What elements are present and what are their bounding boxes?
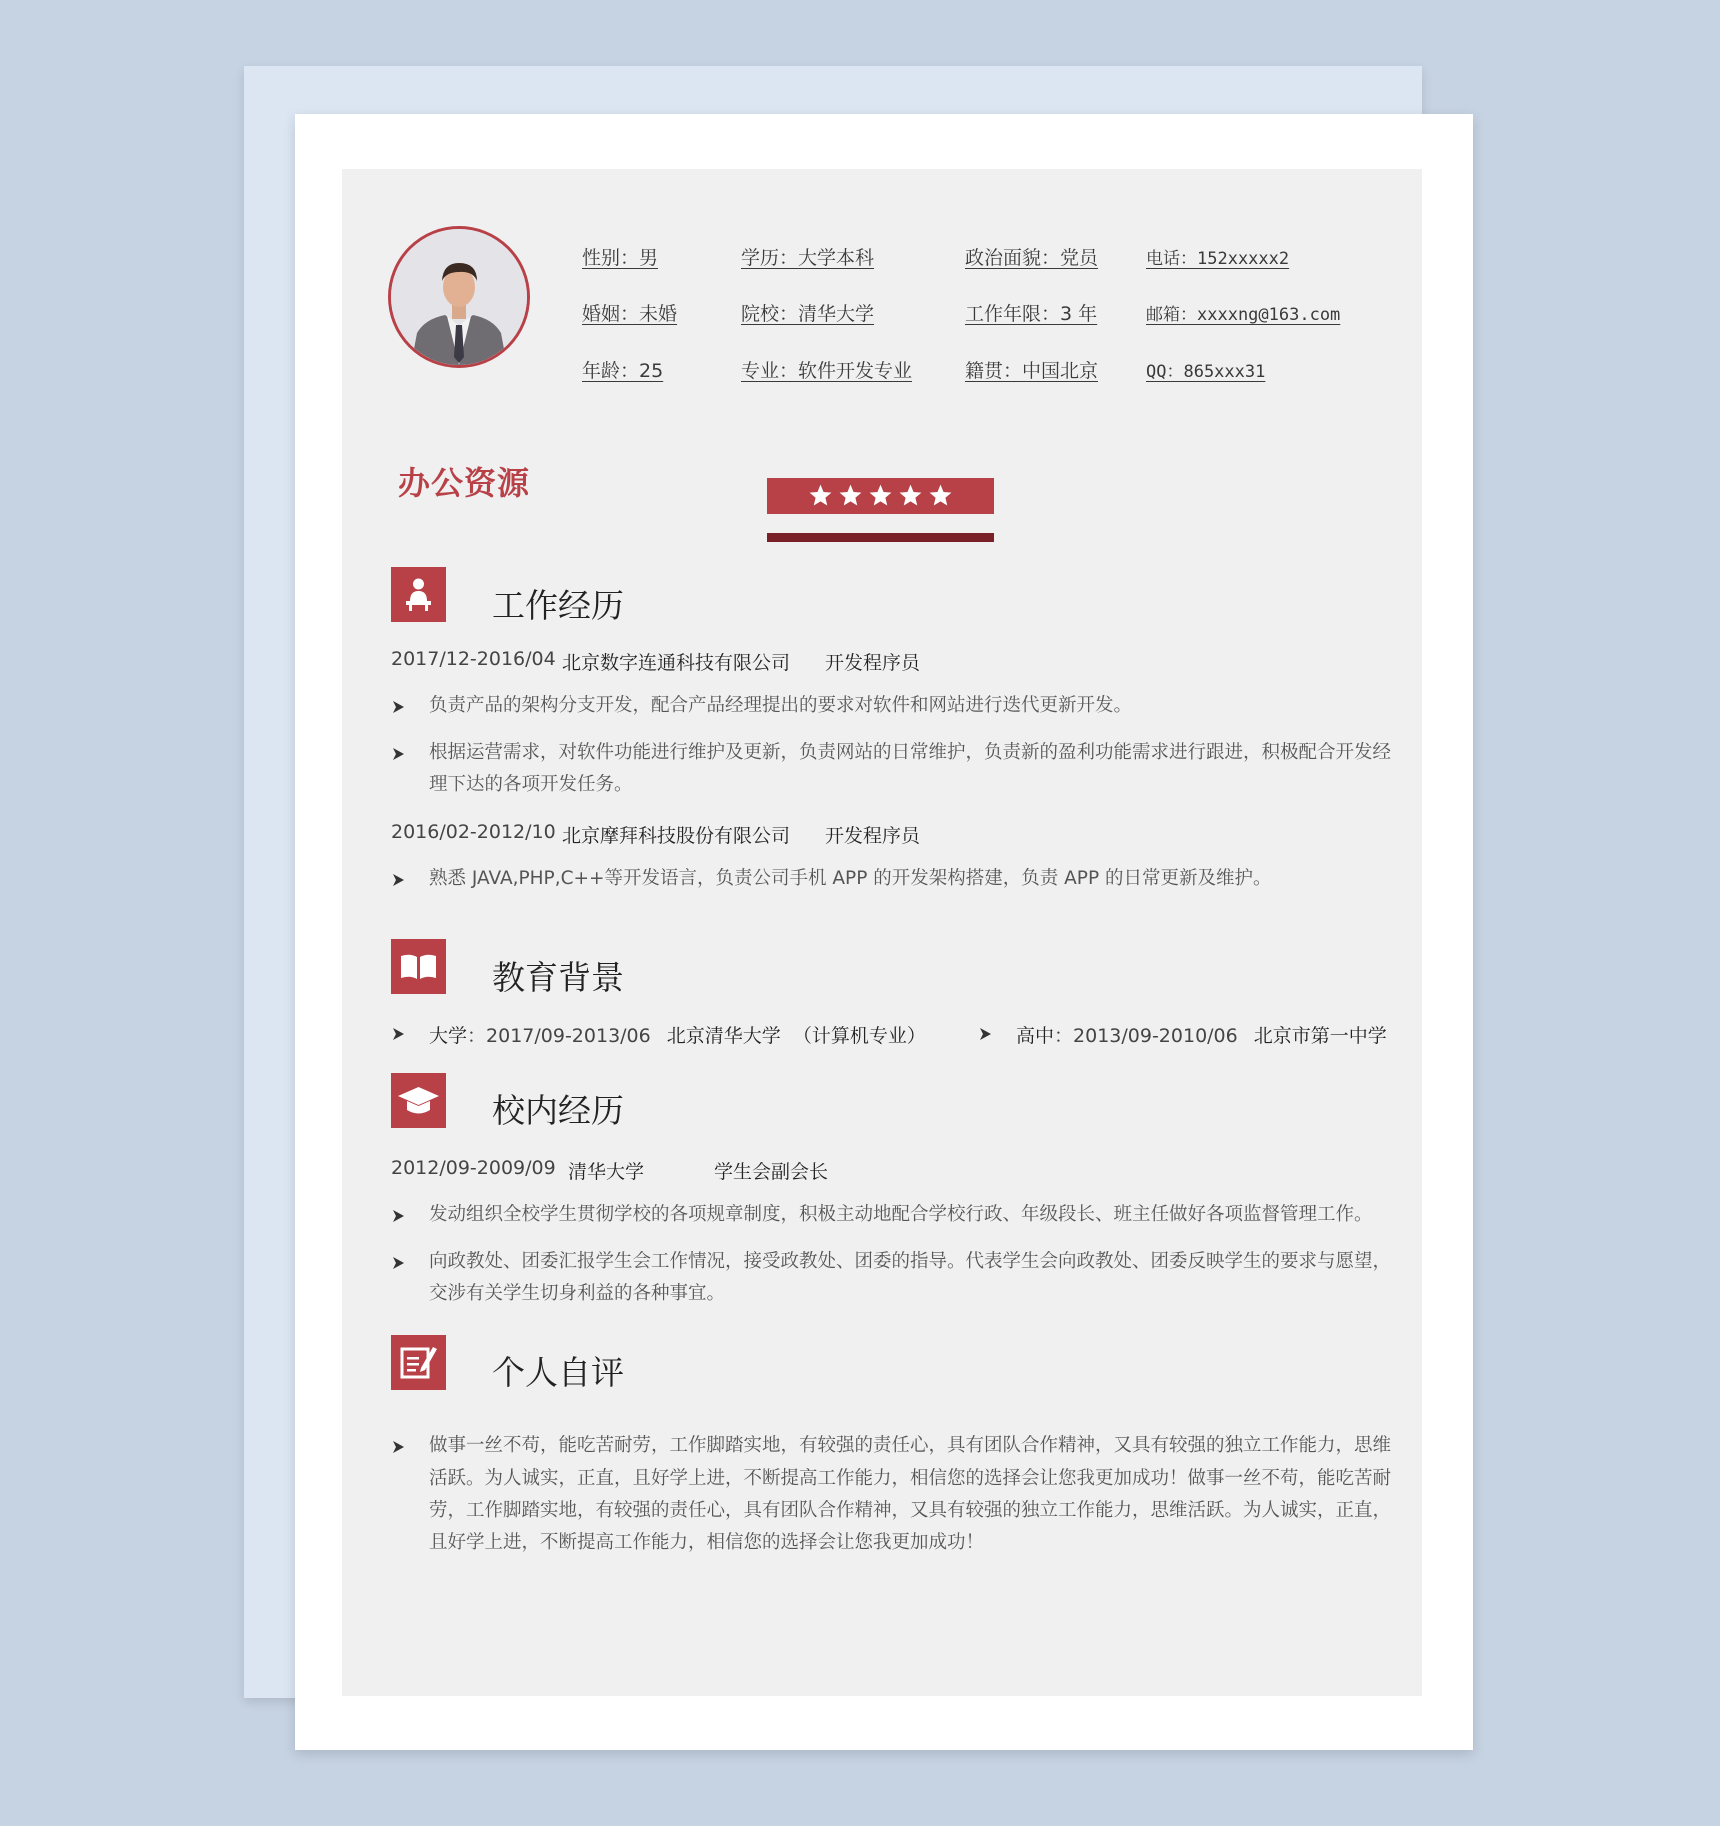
- star-icon: [838, 483, 863, 508]
- bullet-arrow-icon: [391, 1208, 409, 1224]
- star-icon: [808, 483, 833, 508]
- job1-point1: 负责产品的架构分支开发，配合产品经理提出的要求对软件和网站进行迭代更新开发。: [429, 695, 1133, 716]
- graduation-cap-icon: [391, 1073, 446, 1128]
- campus-point1: 发动组织全校学生贯彻学校的各项规章制度，积极主动地配合学校行政、年级段长、班主任做好各项监督管理工作。: [429, 1204, 1373, 1225]
- job2-point1: 熟悉 JAVA,PHP,C++等开发语言，负责公司手机 APP 的开发架构搭建，负责 APP 的日常更新及维护。: [429, 868, 1272, 889]
- info-politics: 政治面貌：党员: [965, 247, 1099, 269]
- info-qq: QQ：865xxx31: [1146, 362, 1266, 382]
- bullet-arrow-icon: [391, 746, 409, 762]
- person-at-desk-icon: [391, 567, 446, 622]
- info-marriage: 婚姻：未婚: [582, 303, 678, 325]
- info-phone: 电话：152xxxxx2: [1146, 249, 1290, 269]
- self-line2: 活跃。为人诚实，正直，且好学上进，不断提高工作能力，相信您的选择会让您我更加成功！做事一丝不苟，能吃苦耐: [429, 1468, 1392, 1489]
- university-major: （计算机专业）: [792, 1025, 926, 1047]
- university-name: 北京清华大学: [666, 1025, 781, 1047]
- university-entry: [429, 1021, 926, 1048]
- bullet-arrow-icon: [391, 872, 409, 888]
- job2-period: 2016/02-2012/10: [391, 821, 556, 843]
- job1-point2: 根据运营需求，对软件功能进行维护及更新，负责网站的日常维护，负责新的盈利功能需求进行跟进，积极配合开发经: [429, 742, 1392, 763]
- work-section-icon: [391, 567, 446, 622]
- info-email: 邮箱：xxxxng@163.com: [1146, 305, 1341, 325]
- brand-title: 办公资源: [398, 464, 531, 502]
- star-icon: [898, 483, 923, 508]
- star-icon: [868, 483, 893, 508]
- edit-note-icon: [391, 1335, 446, 1390]
- info-gender: 性别：男: [582, 247, 659, 269]
- job1-period: 2017/12-2016/04: [391, 648, 556, 670]
- work-section-title: 工作经历: [492, 586, 624, 625]
- self-section-icon: [391, 1335, 446, 1390]
- highschool-name: 北京市第一中学: [1253, 1025, 1387, 1047]
- info-education: 学历：大学本科: [741, 247, 875, 269]
- campus-org: 清华大学: [568, 1161, 645, 1183]
- info-years: 工作年限：3 年: [965, 303, 1098, 325]
- highschool-period: ：2013/09-2010/06: [1054, 1025, 1238, 1047]
- campus-point2: 向政教处、团委汇报学生会工作情况，接受政教处、团委的指导。代表学生会向政教处、团委反映学生的要求与愿望，: [429, 1251, 1392, 1272]
- bullet-arrow-icon: [391, 1255, 409, 1271]
- self-section-title: 个人自评: [492, 1353, 624, 1392]
- self-line1: 做事一丝不苟，能吃苦耐劳，工作脚踏实地，有较强的责任心，具有团队合作精神，又具有较强的独立工作能力，思维: [429, 1435, 1392, 1456]
- education-section-icon: [391, 939, 446, 994]
- university-label: 大学: [429, 1025, 468, 1047]
- job1-role: 开发程序员: [825, 652, 921, 674]
- highschool-entry: [1016, 1021, 1387, 1048]
- campus-section-title: 校内经历: [492, 1091, 624, 1130]
- bullet-arrow-icon: [391, 1439, 409, 1455]
- bullet-arrow-icon: [978, 1026, 996, 1042]
- info-origin: 籍贯：中国北京: [965, 360, 1099, 382]
- stars-underline: [767, 533, 994, 542]
- education-section-title: 教育背景: [492, 958, 624, 997]
- avatar-photo: [388, 226, 530, 368]
- job1-company: 北京数字连通科技有限公司: [562, 652, 791, 674]
- info-school: 院校：清华大学: [741, 303, 875, 325]
- self-line4: 且好学上进，不断提高工作能力，相信您的选择会让您我更加成功！: [429, 1532, 985, 1553]
- bullet-arrow-icon: [391, 1026, 409, 1042]
- person-portrait-icon: [391, 229, 527, 365]
- campus-point2-cont: 交涉有关学生切身利益的各种事宜。: [429, 1283, 726, 1304]
- campus-period: 2012/09-2009/09: [391, 1157, 556, 1179]
- job2-company: 北京摩拜科技股份有限公司: [562, 825, 791, 847]
- info-age: 年龄：25: [582, 360, 664, 382]
- info-major: 专业：软件开发专业: [741, 360, 913, 382]
- campus-role: 学生会副会长: [714, 1161, 829, 1183]
- rating-stars-bar: [767, 478, 994, 514]
- bullet-arrow-icon: [391, 699, 409, 715]
- university-period: ：2017/09-2013/06: [467, 1025, 651, 1047]
- campus-section-icon: [391, 1073, 446, 1128]
- job2-role: 开发程序员: [825, 825, 921, 847]
- open-book-icon: [391, 939, 446, 994]
- self-line3: 劳，工作脚踏实地，有较强的责任心，具有团队合作精神，又具有较强的独立工作能力，思维活跃。为人诚实，正直，: [429, 1500, 1392, 1521]
- star-icon: [928, 483, 953, 508]
- job1-point2-cont: 理下达的各项开发任务。: [429, 774, 633, 795]
- highschool-label: 高中: [1016, 1025, 1055, 1047]
